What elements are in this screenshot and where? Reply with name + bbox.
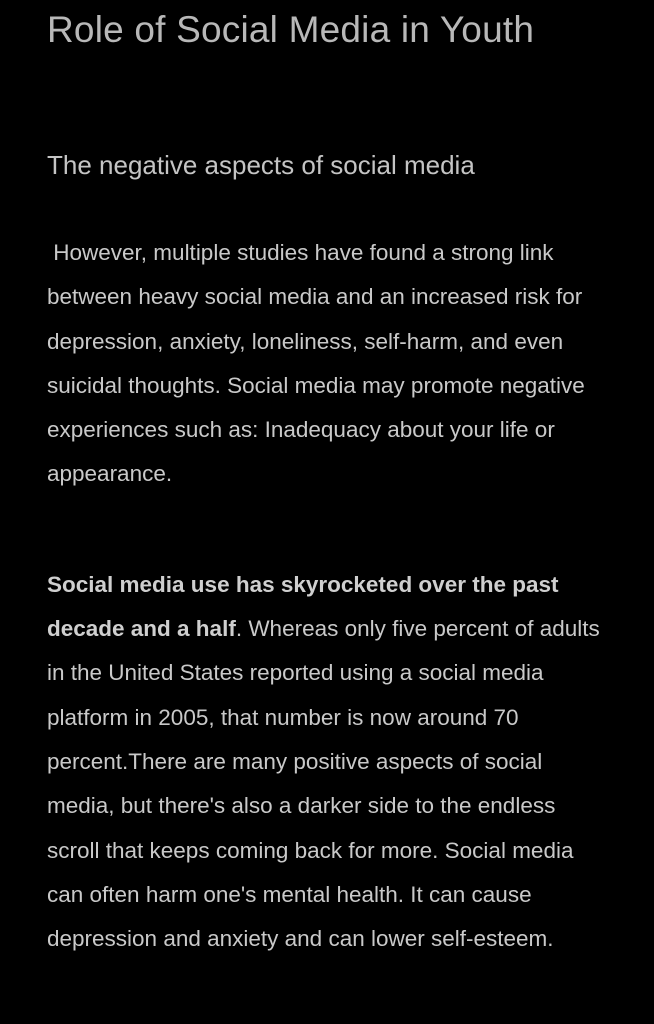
- article-container: [47, 0, 612, 961]
- paragraph-2-text: . Whereas only five percent of adults in the United States reported using a social media platform in 2005, that number is now around 70 percent.There are many positive aspects of social media, but there's also a darker side to the endless scroll that keeps coming back for more. Social media can often harm one's mental health. It can cause depression and anxiety and can lower self-esteem.: [47, 616, 600, 952]
- section-heading: The negative aspects of social media: [47, 150, 475, 180]
- page-title: Role of Social Media in Youth: [47, 9, 535, 50]
- paragraph-1-text: However, multiple studies have found a strong link between heavy social media and an increased risk for depression, anxiety, loneliness, self-harm, and even suicidal thoughts. Social media may promote negative experiences such as: Inadequacy about your life or appearance.: [47, 240, 592, 487]
- paragraph-negative-aspects: [47, 231, 612, 497]
- paragraph-usage-growth: [47, 563, 612, 962]
- paragraph-2-bold-lead: Social media use has skyrocketed over the past decade and a half: [47, 571, 559, 642]
